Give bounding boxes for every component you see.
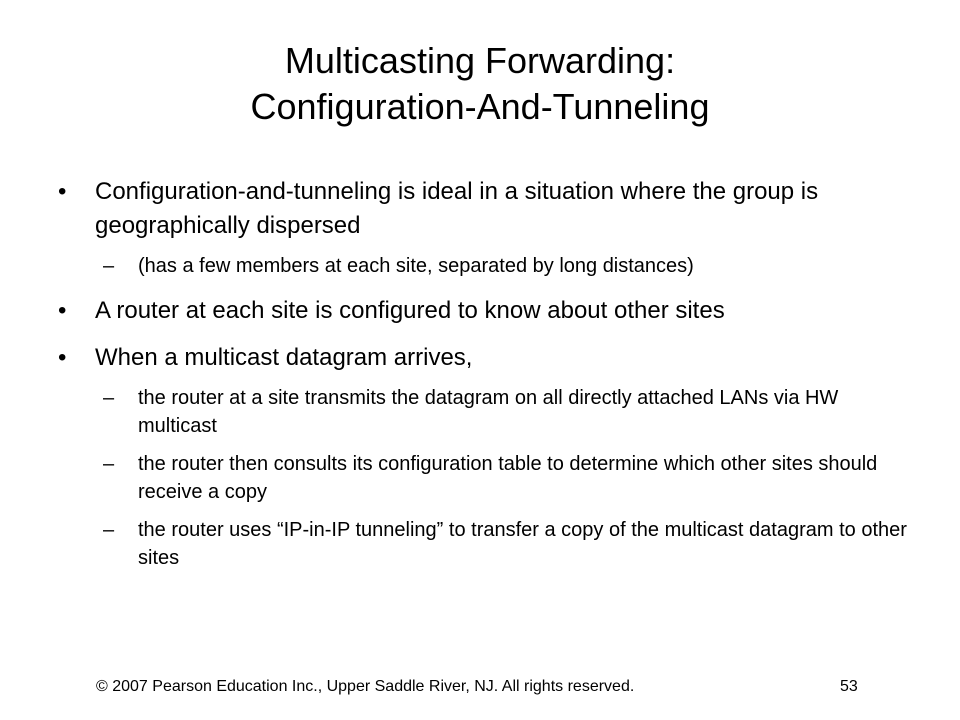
bullet-icon: • — [58, 344, 67, 371]
bullet-icon: • — [58, 297, 67, 324]
bullet-point — [58, 294, 918, 328]
sub-bullet-point — [58, 384, 918, 440]
bullet-point — [58, 175, 918, 243]
sub-bullet-point — [58, 516, 918, 572]
sub-bullet-text: the router at a site transmits the datagram on all directly attached LANs via HW multicast — [138, 387, 839, 437]
bullet-text: Configuration-and-tunneling is ideal in a situation where the group is geographically dispersed — [95, 178, 819, 239]
bullet-icon: • — [58, 178, 67, 205]
dash-icon: – — [103, 453, 115, 475]
sub-bullet-text: the router uses “IP-in-IP tunneling” to transfer a copy of the multicast datagram to other sites — [138, 519, 907, 569]
slide-title-line-2: Configuration-And-Tunneling — [250, 86, 710, 127]
footer-copyright: © 2007 Pearson Education Inc., Upper Saddle River, NJ. All rights reserved. — [96, 678, 635, 695]
sub-bullet-point — [58, 450, 918, 506]
sub-bullet-point — [58, 252, 918, 280]
bullet-text: When a multicast datagram arrives, — [95, 344, 473, 371]
slide-body — [58, 175, 918, 586]
bullet-point — [58, 341, 918, 375]
sub-bullet-text: (has a few members at each site, separated by long distances) — [138, 255, 694, 277]
page-number: 53 — [840, 678, 858, 695]
dash-icon: – — [103, 387, 115, 409]
bullet-text: A router at each site is configured to know about other sites — [95, 297, 725, 324]
dash-icon: – — [103, 519, 115, 541]
dash-icon: – — [103, 255, 115, 277]
slide-title-line-1: Multicasting Forwarding: — [284, 40, 676, 81]
slide-title — [80, 38, 880, 130]
sub-bullet-text: the router then consults its configuration table to determine which other sites should receive a copy — [138, 453, 878, 503]
